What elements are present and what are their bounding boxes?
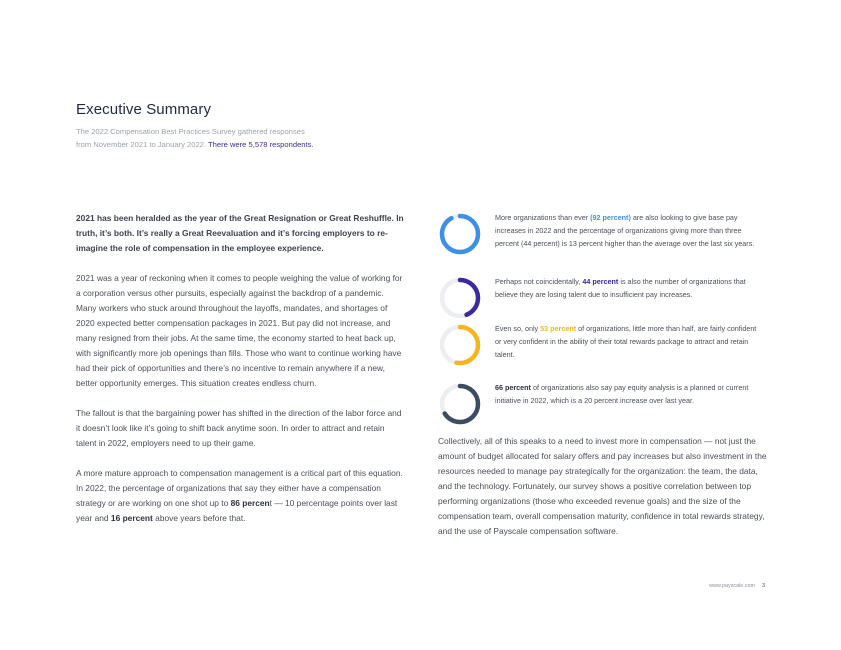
footer-url[interactable]: www.payscale.com	[709, 583, 755, 589]
stat-block-53	[438, 323, 768, 383]
left-column	[76, 211, 406, 541]
body-paragraph-3	[76, 466, 406, 526]
stat-pre: Even so, only	[495, 324, 541, 333]
donut-chart-66	[438, 382, 482, 426]
stat-highlight: 53 percent	[540, 324, 577, 333]
p3-text-tail: t	[269, 498, 272, 508]
page-subtitle	[76, 125, 406, 151]
subtitle-line-2: from November 2021 to January 2022.	[76, 140, 207, 149]
donut-chart-53	[438, 323, 482, 367]
p3-text-c: — 10 percentage points over last year and	[76, 498, 398, 523]
stat-text	[495, 212, 760, 250]
page-title: Executive Summary	[76, 101, 212, 118]
stat-post: of organizations, little more than half, are fairly confident or very confident in the ability of their total rewards package to attract and retain talent.	[495, 324, 757, 359]
donut-arc	[442, 216, 478, 252]
stat-highlight: 44 percent	[582, 277, 619, 286]
stat-text	[495, 276, 760, 302]
stat-pre: Perhaps not coincidentally,	[495, 277, 583, 286]
p3-bold-16: 16 percent	[110, 513, 153, 523]
stat-text	[495, 323, 760, 361]
donut-chart-92	[438, 212, 482, 256]
lead-paragraph: 2021 has been heralded as the year of the Great Resignation or Great Reshuffle. In truth, it’s both. It’s really a Great Reevaluation and it’s forcing employers to re-imagine the role of compensation in the employee experience.	[76, 213, 404, 253]
stat-highlight: (92 percent)	[590, 213, 631, 222]
stat-highlight: 66 percent	[495, 383, 531, 392]
stat-text	[495, 382, 760, 408]
page-number: 3	[762, 583, 765, 589]
stat-post: is also the number of organizations that believe they are losing talent due to insufficient pay increases.	[495, 277, 746, 299]
stat-block-92	[438, 212, 768, 272]
p3-text-d: above years before that.	[152, 513, 246, 523]
right-column-paragraph: Collectively, all of this speaks to a need to invest more in compensation — not just the amount of budget allocated for salary offers and pay increases but also investment in the resources needed to manage pay strategically for the organization: the team, the data, and the technology. Fortunately, our survey shows a positive correlation between top performing organizations (those who exceeded revenue goals) and the size of the compensation team, overall compensation maturity, confidence in total rewards strategy, and the use of Payscale compensation software.	[438, 436, 767, 536]
donut-chart-44	[438, 276, 482, 320]
p3-text-a: A more mature approach to compensation management is a critical part of this equation. In 2022, the percentage of organizations that say they either have a compensation strategy or are working on one shot up to	[76, 468, 403, 508]
page-footer	[640, 583, 765, 589]
stat-block-66	[438, 382, 768, 442]
subtitle-highlight: There were 5,578 respondents.	[208, 140, 314, 149]
p3-bold-86: 86 percen	[230, 498, 270, 508]
stat-post: of organizations also say pay equity analysis is a planned or current initiative in 2022, which is a 20 percent increase over last year.	[495, 383, 749, 405]
body-paragraph-1: 2021 was a year of reckoning when it comes to people weighing the value of working for a corporation versus other pursuits, especially against the backdrop of a pandemic. Many workers who stuck around throughout the layoffs, mandates, and shortages of 2020 expected better compensation packages in 2021. But pay did not increase, and many resigned from their jobs. At the same time, the economy started to heat back up, with significantly more job openings than fills. Those who want to continue working have had their pick of opportunities and there’s no incentive to remain anywhere if a new, better opportunity emerges. This situation creates endless churn.	[76, 273, 403, 388]
stat-post: are also looking to give base pay increases in 2022 and the percentage of organizations giving more than three percent (44 percent) is 13 percent higher than the average over the last six years.	[495, 213, 755, 248]
body-paragraph-2: The fallout is that the bargaining power has shifted in the direction of the labor force and it doesn’t look like it’s going to shift back anytime soon. In order to attract and retain talent in 2022, employers need to up their game.	[76, 408, 402, 448]
subtitle-line-1: The 2022 Compensation Best Practices Survey gathered responses	[76, 127, 305, 136]
stat-pre: More organizations than ever	[495, 213, 591, 222]
